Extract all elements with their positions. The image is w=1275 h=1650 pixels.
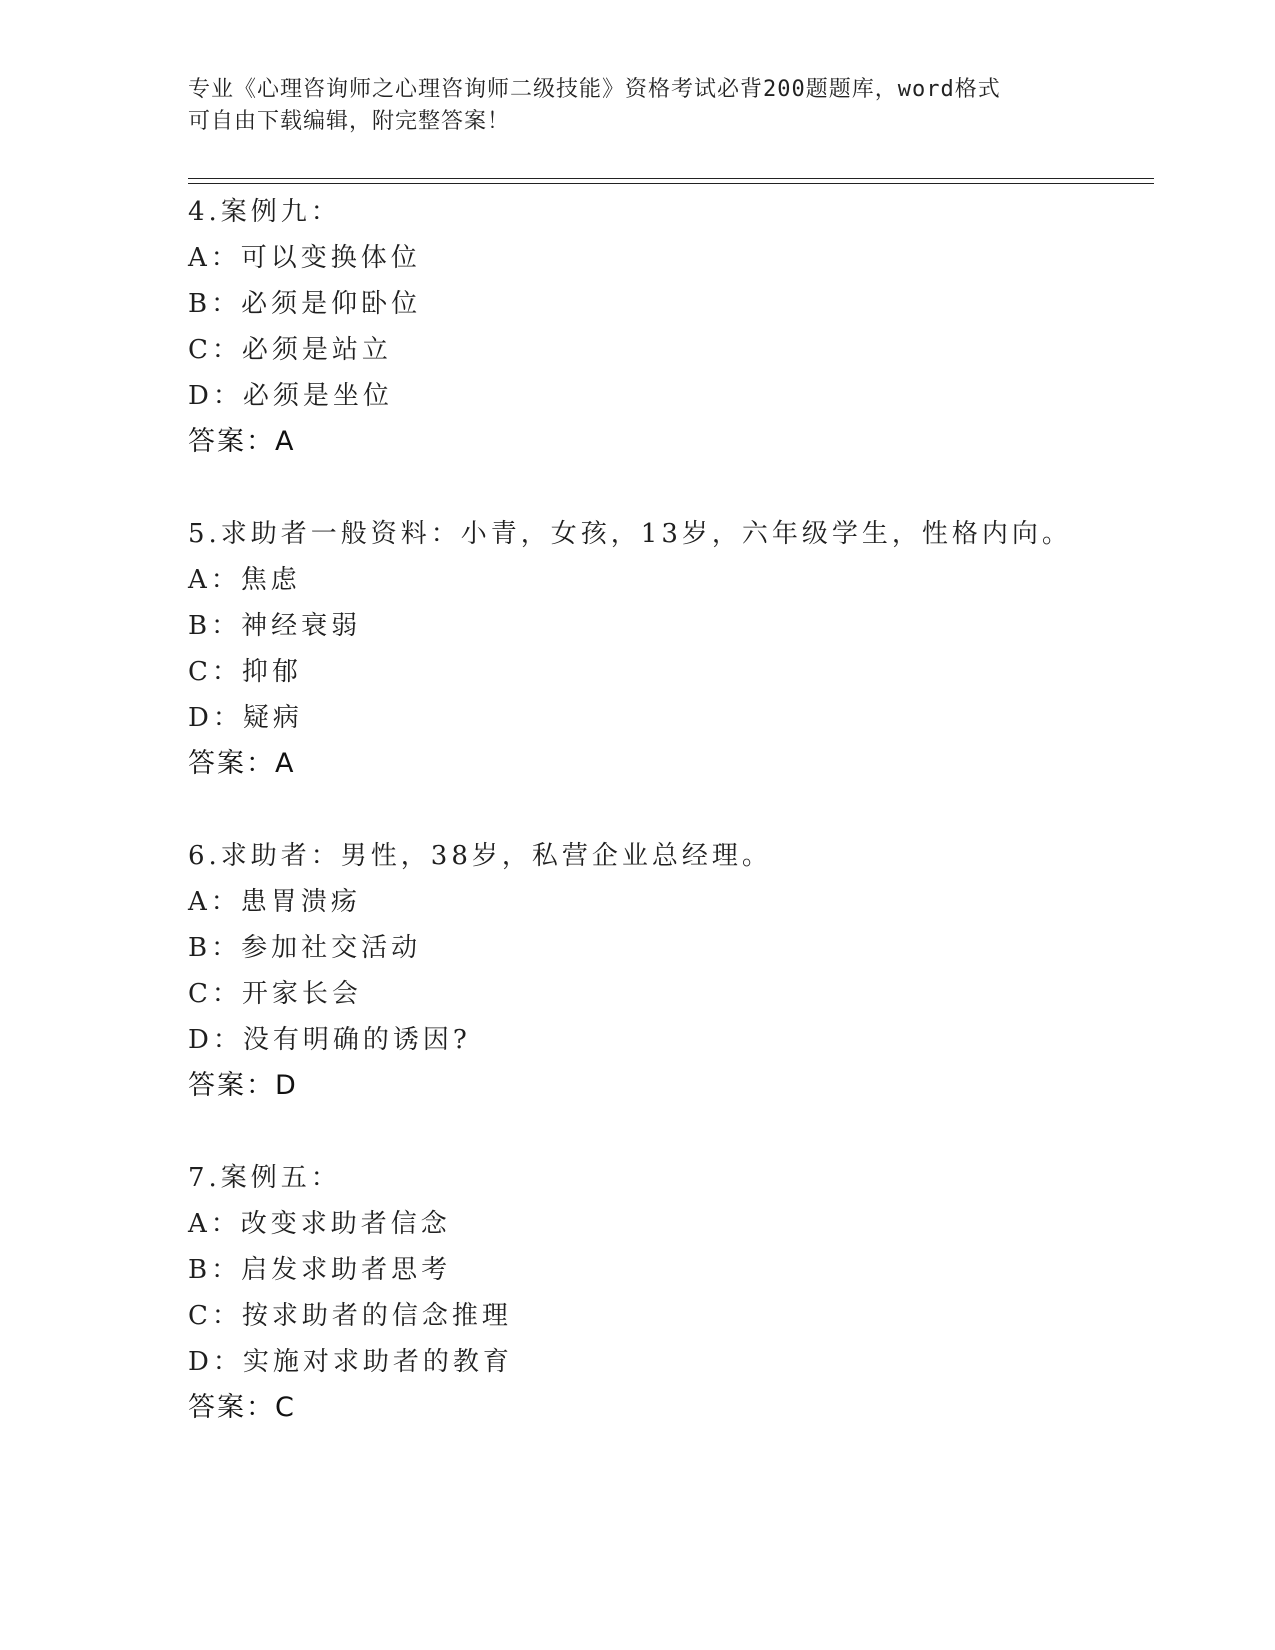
option-a: A：焦虑 bbox=[188, 565, 301, 595]
option-a: A：改变求助者信念 bbox=[188, 1209, 451, 1239]
header-divider-top bbox=[188, 178, 1154, 179]
question-stem: 7.案例五： bbox=[188, 1163, 341, 1193]
option-b: B：必须是仰卧位 bbox=[188, 289, 422, 319]
question-stem: 4.案例九： bbox=[188, 197, 341, 227]
question-list bbox=[188, 189, 1148, 1477]
option-a: A：可以变换体位 bbox=[188, 243, 421, 273]
document-header bbox=[188, 74, 1088, 138]
option-b: B：参加社交活动 bbox=[188, 933, 422, 963]
option-a: A：患胃溃疡 bbox=[188, 887, 361, 917]
question-6 bbox=[188, 833, 1148, 1109]
option-b: B：神经衰弱 bbox=[188, 611, 362, 641]
question-4 bbox=[188, 189, 1148, 465]
question-7 bbox=[188, 1155, 1148, 1431]
question-stem: 6.求助者：男性，38岁，私营企业总经理。 bbox=[188, 841, 772, 871]
option-b: B：启发求助者思考 bbox=[188, 1255, 452, 1285]
option-c: C：按求助者的信念推理 bbox=[188, 1301, 512, 1331]
option-c: C：抑郁 bbox=[188, 657, 302, 687]
option-d: D：疑病 bbox=[188, 703, 303, 733]
answer: 答案：A bbox=[188, 426, 296, 457]
option-d: D：必须是坐位 bbox=[188, 381, 393, 411]
question-stem: 5.求助者一般资料：小青，女孩，13岁，六年级学生，性格内向。 bbox=[188, 519, 1072, 549]
header-line-1: 专业《心理咨询师之心理咨询师二级技能》资格考试必背200题题库，word格式 bbox=[188, 77, 1001, 102]
answer: 答案：D bbox=[188, 1070, 298, 1101]
question-5 bbox=[188, 511, 1148, 787]
option-c: C：开家长会 bbox=[188, 979, 362, 1009]
option-d: D：没有明确的诱因? bbox=[188, 1025, 471, 1055]
option-c: C：必须是站立 bbox=[188, 335, 392, 365]
header-line-2: 可自由下载编辑，附完整答案！ bbox=[188, 109, 511, 134]
answer: 答案：C bbox=[188, 1392, 296, 1423]
option-d: D：实施对求助者的教育 bbox=[188, 1347, 513, 1377]
header-divider-bottom bbox=[188, 183, 1154, 184]
answer: 答案：A bbox=[188, 748, 296, 779]
